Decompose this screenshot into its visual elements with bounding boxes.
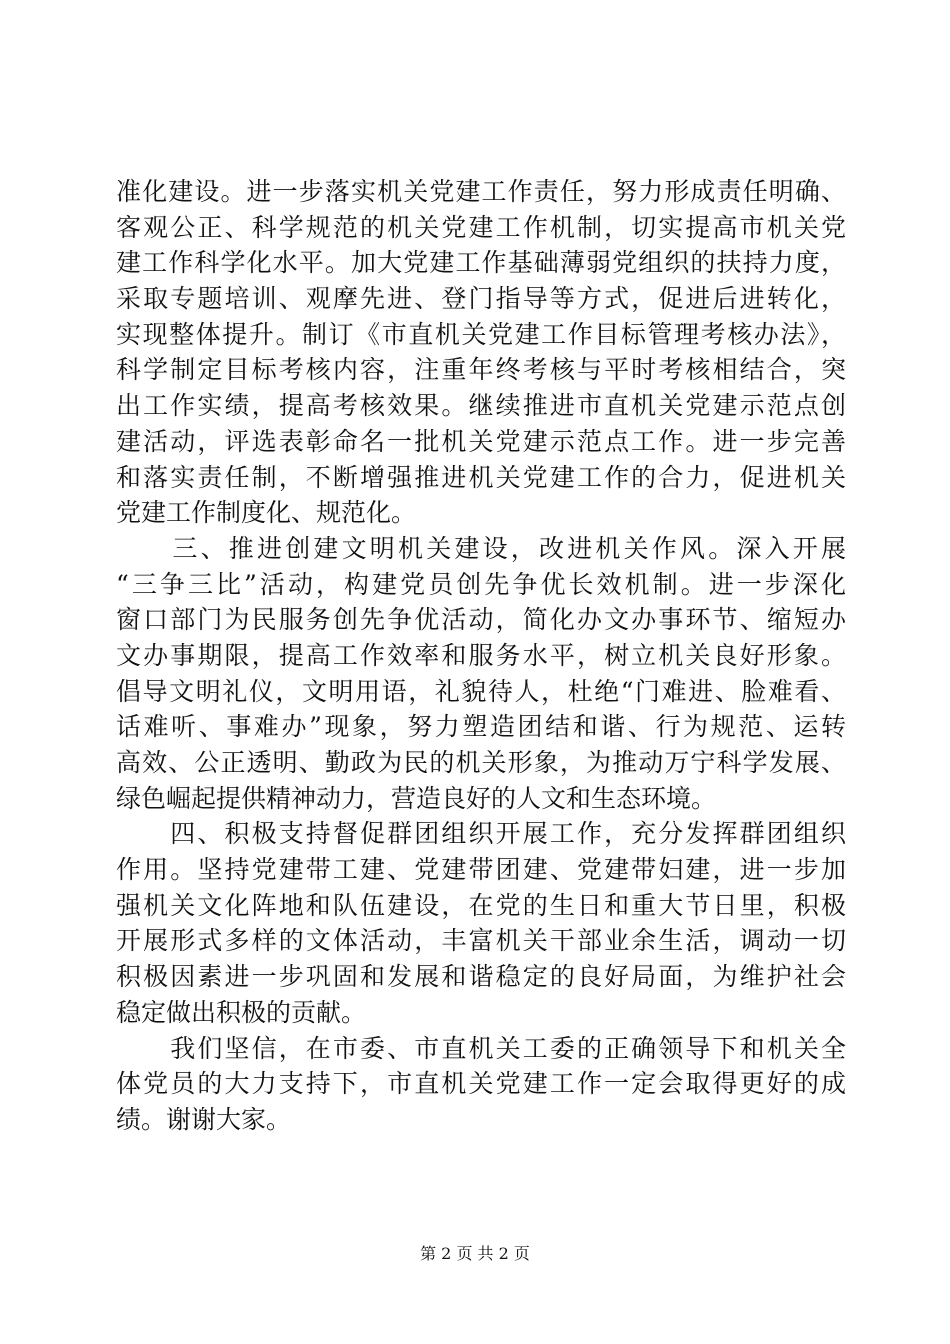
body-text-line: 强机关文化阵地和队伍建设，在党的生日和重大节日里，积极 — [116, 890, 846, 920]
body-text-line: 绩。谢谢大家。 — [116, 1104, 292, 1134]
page-footer — [0, 1244, 950, 1264]
body-text-line: 准化建设。进一步落实机关党建工作责任，努力形成责任明确、 — [116, 177, 846, 206]
body-text-line: 文办事期限，提高工作效率和服务水平，树立机关良好形象。 — [116, 640, 846, 670]
body-text-line: 绿色崛起提供精神动力，营造良好的人文和生态环境。 — [116, 783, 717, 813]
body-text-line: 科学制定目标考核内容，注重年终考核与平时考核相结合，突 — [116, 355, 846, 385]
body-text-line: 稳定做出积极的贡献。 — [116, 997, 367, 1027]
page-number-label: 第 2 页 共 2 页 — [420, 1244, 530, 1263]
body-text-line: 开展形式多样的文体活动，丰富机关干部业余生活，调动一切 — [116, 926, 846, 956]
body-text-line: 我们坚信，在市委、市直机关工委的正确领导下和机关全 — [116, 1033, 846, 1063]
body-text-line: 建工作科学化水平。加大党建工作基础薄弱党组织的扶持力度， — [116, 248, 846, 278]
body-text-line: 作用。坚持党建带工建、党建带团建、党建带妇建，进一步加 — [116, 855, 846, 885]
body-text-line: 高效、公正透明、勤政为民的机关形象，为推动万宁科学发展、 — [116, 748, 846, 777]
body-text-line: “三争三比”活动，构建党员创先争优长效机制。进一步深化 — [116, 569, 846, 599]
body-text-line: 出工作实绩，提高考核效果。继续推进市直机关党建示范点创 — [116, 391, 846, 421]
body-text-line: 积极因素进一步巩固和发展和谐稳定的良好局面，为维护社会 — [116, 962, 846, 992]
body-text-line: 和落实责任制，不断增强推进机关党建工作的合力，促进机关 — [116, 462, 846, 492]
body-text-line: 体党员的大力支持下，市直机关党建工作一定会取得更好的成 — [116, 1069, 846, 1099]
body-text-line: 话难听、事难办”现象，努力塑造团结和谐、行为规范、运转 — [116, 712, 846, 742]
document-body — [116, 174, 846, 1138]
body-text-line: 窗口部门为民服务创先争优活动，简化办文办事环节、缩短办 — [116, 605, 846, 635]
body-text-line: 倡导文明礼仪，文明用语，礼貌待人，杜绝“门难进、脸难看、 — [116, 676, 846, 706]
body-text-line: 实现整体提升。制订《市直机关党建工作目标管理考核办法》， — [116, 319, 846, 349]
body-text-line: 采取专题培训、观摩先进、登门指导等方式，促进后进转化， — [116, 284, 846, 314]
body-text-line: 三、推进创建文明机关建设，改进机关作风。深入开展 — [116, 533, 846, 563]
body-text-line: 党建工作制度化、规范化。 — [116, 498, 417, 528]
body-text-line: 建活动，评选表彰命名一批机关党建示范点工作。进一步完善 — [116, 426, 846, 456]
body-text-line: 客观公正、科学规范的机关党建工作机制，切实提高市机关党 — [116, 212, 846, 242]
body-text-line: 四、积极支持督促群团组织开展工作，充分发挥群团组织 — [116, 819, 846, 849]
